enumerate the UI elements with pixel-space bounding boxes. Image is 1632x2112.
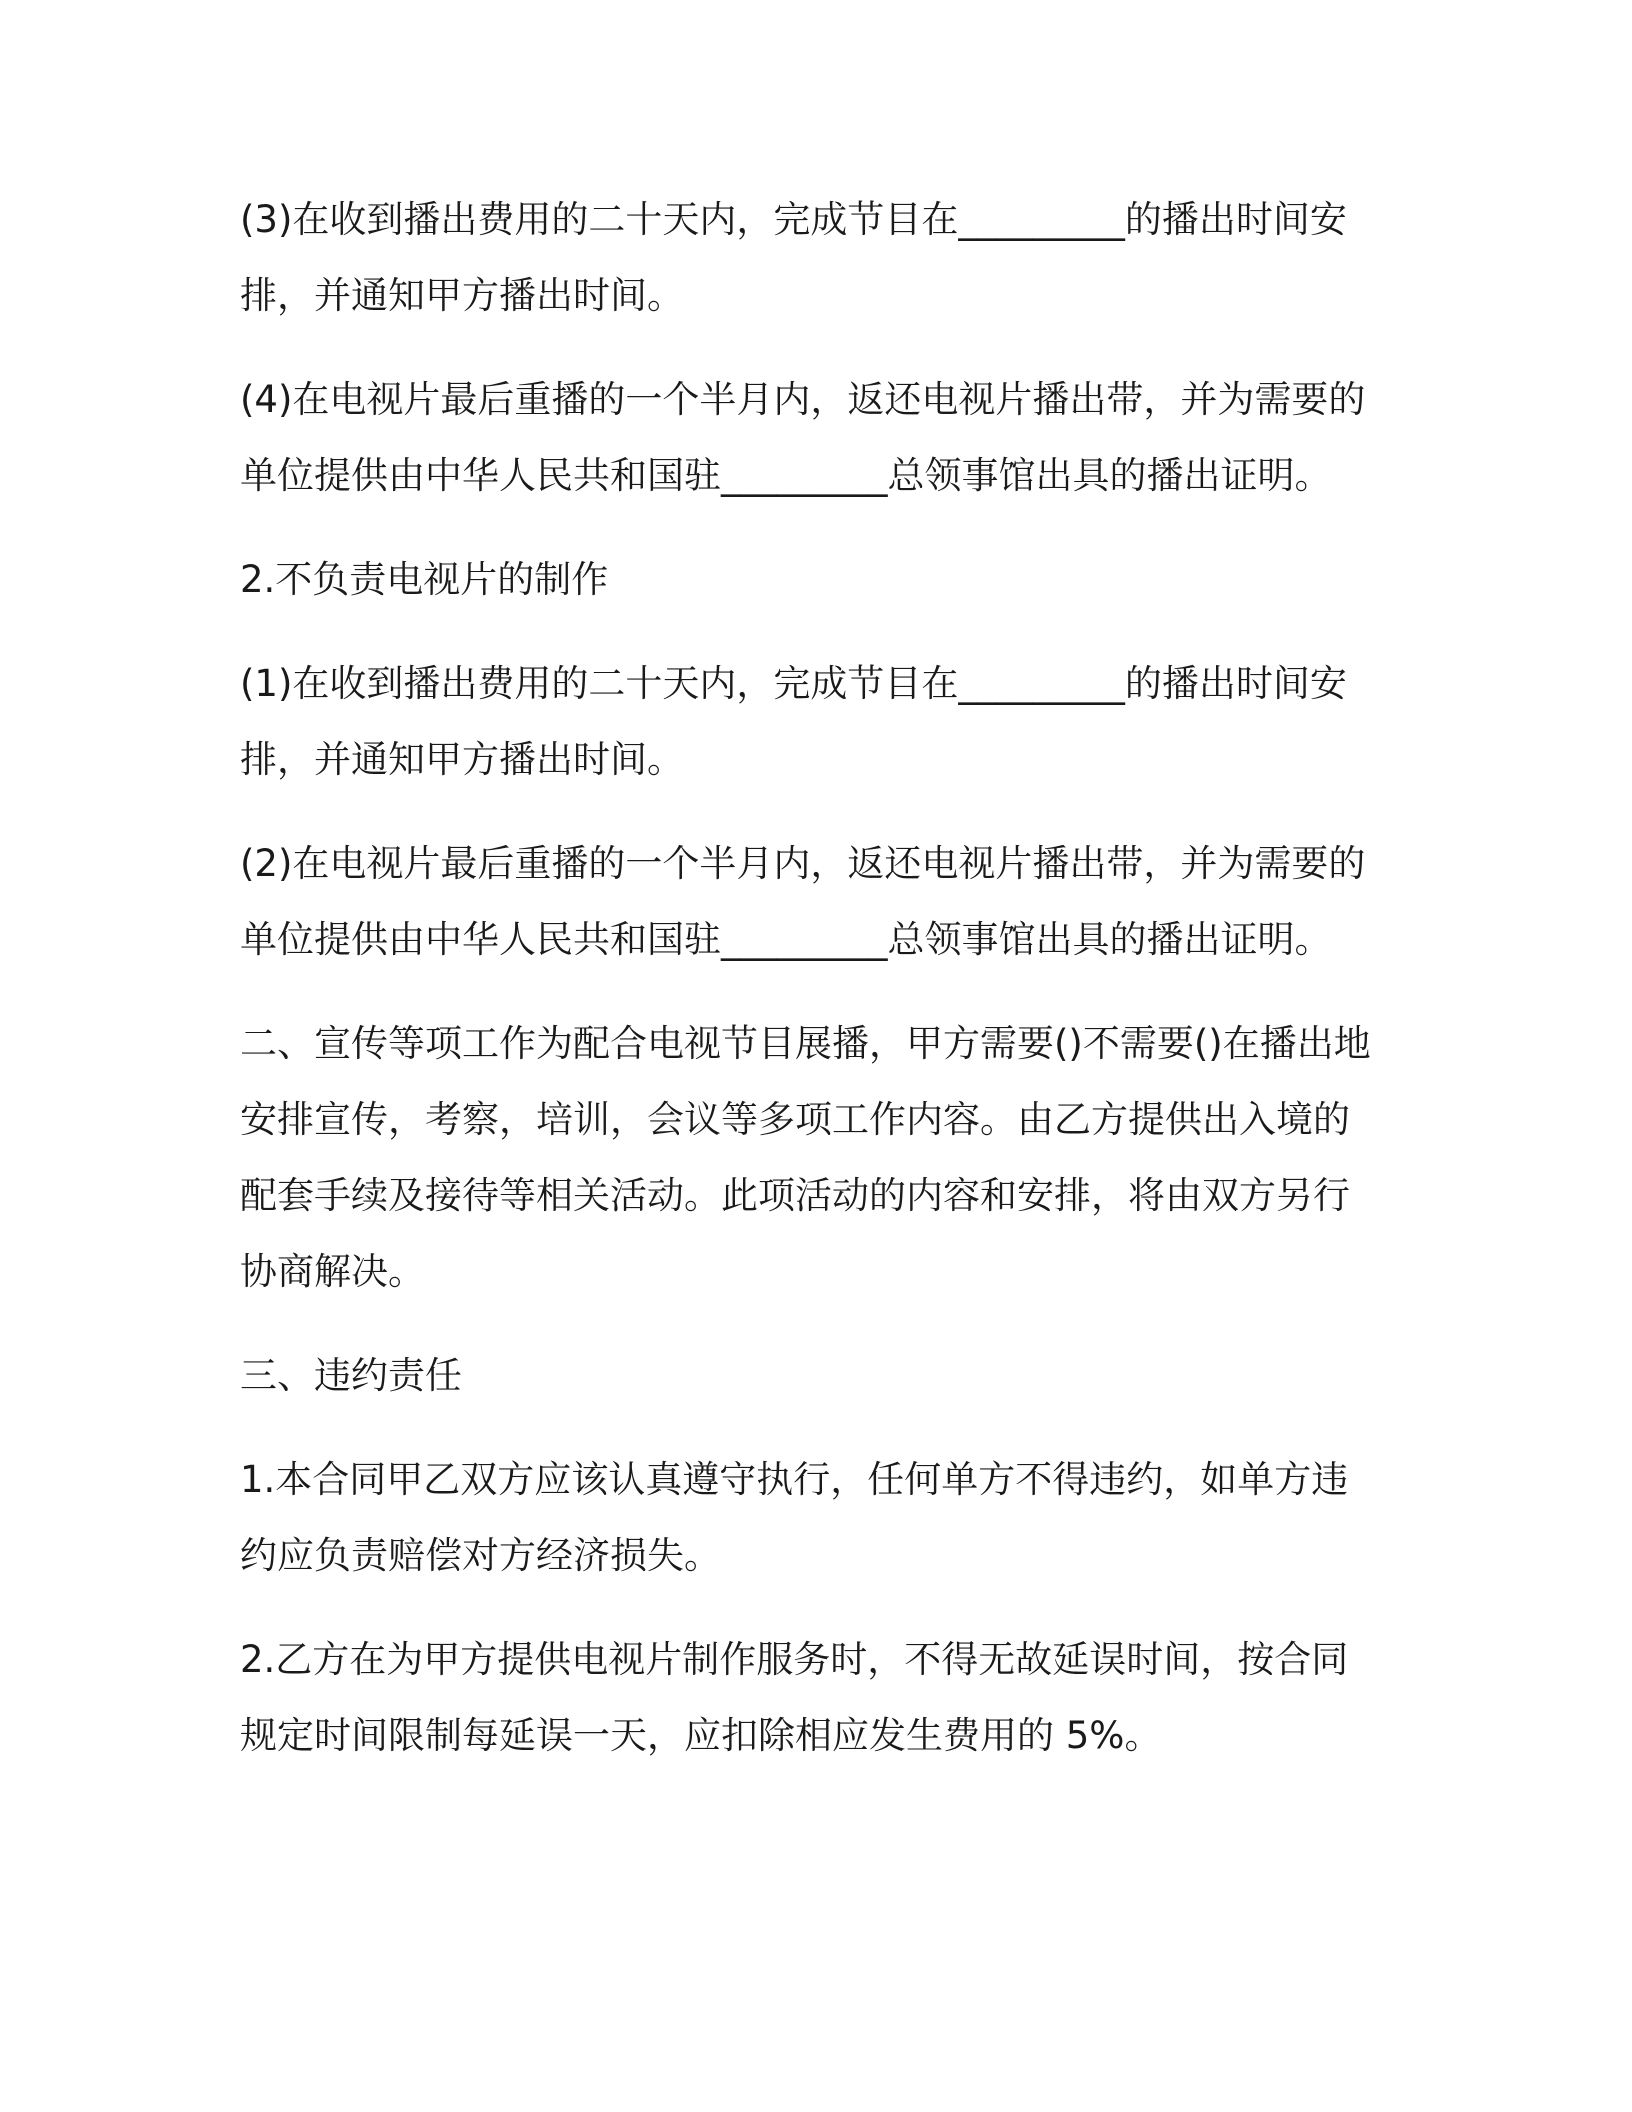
text-line: 协商解决。 [240, 1250, 425, 1293]
text-line: 配套手续及接待等相关活动。此项活动的内容和安排，将由双方另行 [240, 1174, 1350, 1217]
text-line: 安排宣传，考察，培训，会议等多项工作内容。由乙方提供出入境的 [240, 1098, 1350, 1141]
section-2-heading [240, 542, 1380, 618]
article-3-heading [240, 1338, 1380, 1414]
text-line: 单位提供由中华人民共和国驻_________总领事馆出具的播出证明。 [240, 918, 1332, 961]
text-line: (4)在电视片最后重播的一个半月内，返还电视片播出带，并为需要的 [240, 378, 1366, 421]
text-line: (3)在收到播出费用的二十天内，完成节目在_________的播出时间安 [240, 198, 1347, 241]
text-line: 单位提供由中华人民共和国驻_________总领事馆出具的播出证明。 [240, 454, 1332, 497]
liability-clause-2 [240, 1622, 1380, 1774]
text-line: 排，并通知甲方播出时间。 [240, 738, 684, 781]
text-line: 2.乙方在为甲方提供电视片制作服务时，不得无故延误时间，按合同 [240, 1638, 1349, 1681]
clause-4-return-tape [240, 362, 1380, 514]
text-line: 二、宣传等项工作为配合电视节目展播，甲方需要()不需要()在播出地 [240, 1022, 1371, 1065]
clause-1-broadcast-schedule [240, 646, 1380, 798]
clause-2-return-tape [240, 826, 1380, 978]
text-line: 排，并通知甲方播出时间。 [240, 274, 684, 317]
text-line: 三、违约责任 [240, 1354, 462, 1397]
document-body [240, 182, 1380, 1802]
text-line: 约应负责赔偿对方经济损失。 [240, 1534, 721, 1577]
clause-3-broadcast-schedule [240, 182, 1380, 334]
text-line: (2)在电视片最后重播的一个半月内，返还电视片播出带，并为需要的 [240, 842, 1366, 885]
liability-clause-1 [240, 1442, 1380, 1594]
text-line: (1)在收到播出费用的二十天内，完成节目在_________的播出时间安 [240, 662, 1347, 705]
article-2-promotion [240, 1006, 1380, 1310]
text-line: 1.本合同甲乙双方应该认真遵守执行，任何单方不得违约，如单方违 [240, 1458, 1349, 1501]
text-line: 2.不负责电视片的制作 [240, 558, 609, 601]
text-line: 规定时间限制每延误一天，应扣除相应发生费用的 5%。 [240, 1714, 1162, 1757]
